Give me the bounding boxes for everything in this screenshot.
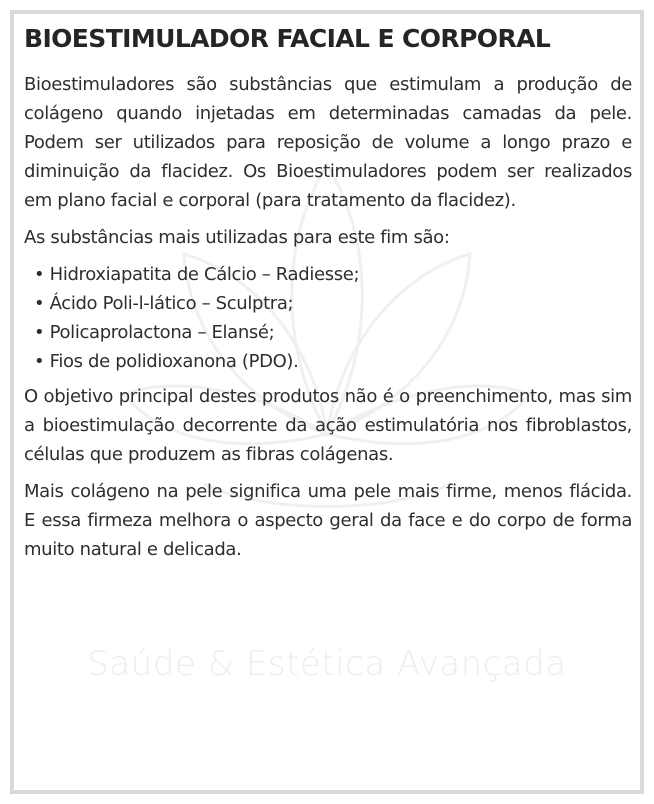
page-title: BIOESTIMULADOR FACIAL E CORPORAL (24, 24, 551, 53)
content-card (10, 10, 644, 794)
substances-list (24, 260, 632, 376)
collagen-paragraph: Mais colágeno na pele significa uma pele mais firme, menos flácida. E essa firmeza melhora o aspecto geral da face e do corpo de forma muito natural e delicada. (24, 481, 632, 560)
list-item: • Fios de polidioxanona (PDO). (34, 347, 632, 376)
list-item: • Policaprolactona – Elansé; (34, 318, 632, 347)
article (24, 20, 632, 572)
list-item: • Hidroxiapatita de Cálcio – Radiesse; (34, 260, 632, 289)
list-item: • Ácido Poli-l-lático – Sculptra; (34, 289, 632, 318)
watermark-tagline: Saúde & Estética Avançada (87, 644, 567, 684)
list-intro: As substâncias mais utilizadas para este fim são: (24, 227, 450, 248)
objective-paragraph: O objetivo principal destes produtos não é o preenchimento, mas sim a bioestimulação decorrente da ação estimulatória nos fibroblastos, células que produzem as fibras colágenas. (24, 386, 632, 465)
intro-paragraph: Bioestimuladores são substâncias que estimulam a produção de colágeno quando injetadas em determinadas camadas da pele. Podem ser utilizados para reposição de volume a longo prazo e diminuição da flacidez. Os Bioestimuladores podem ser realizados em plano facial e corporal (para tratamento da flacidez). (24, 74, 632, 211)
